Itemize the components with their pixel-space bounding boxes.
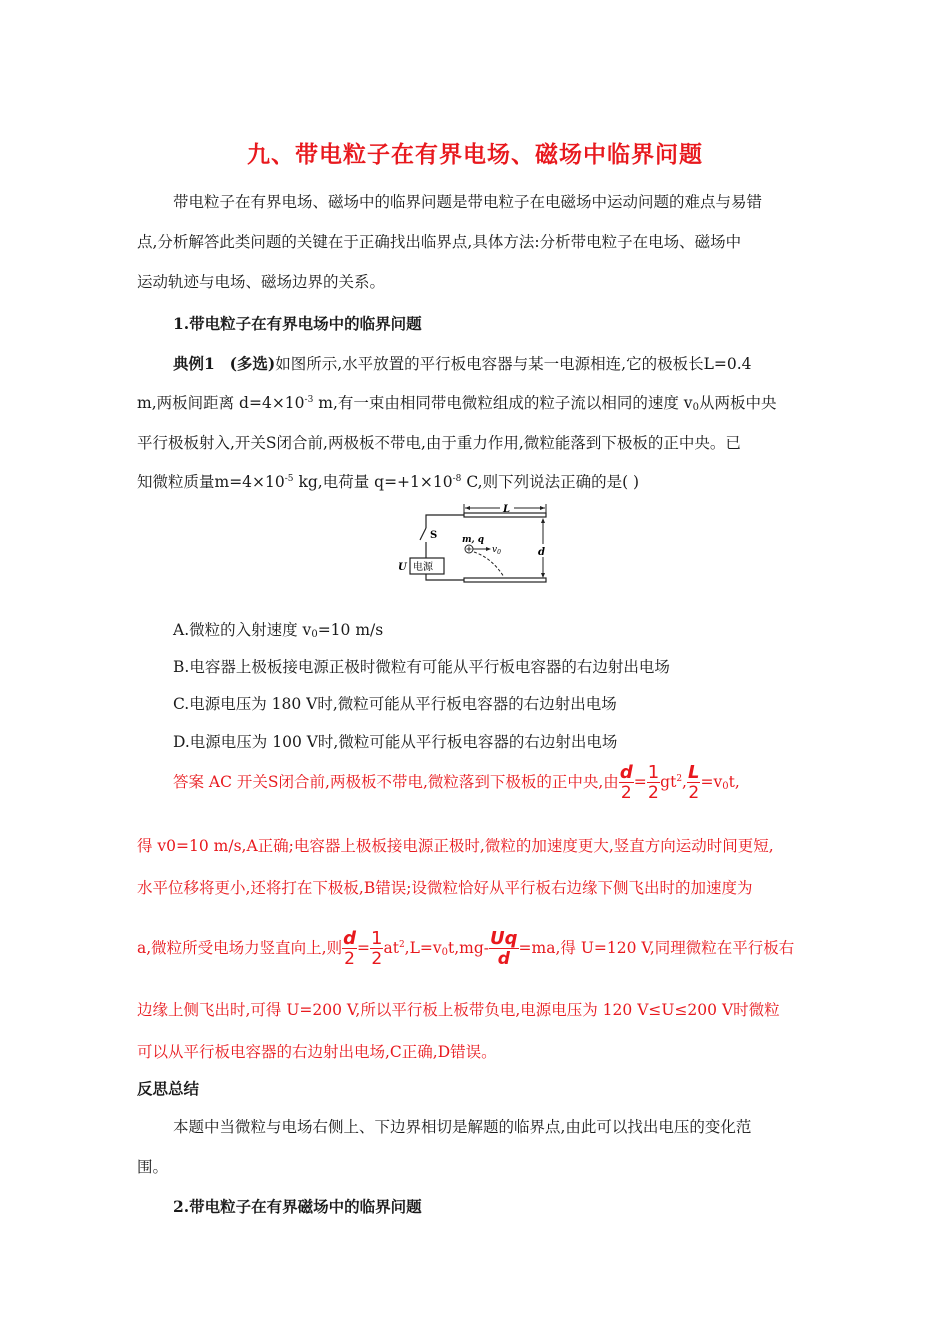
fraction-uq-over-d: $\frac{Uq}{d}$ bbox=[490, 928, 518, 969]
lower-plate bbox=[464, 578, 546, 582]
gap-label: d bbox=[538, 547, 545, 558]
velocity-symbol: v bbox=[492, 545, 498, 555]
arrow-head bbox=[540, 506, 545, 510]
wire-top bbox=[426, 515, 464, 528]
arrow-head bbox=[465, 506, 470, 510]
option-d: D.电源电压为 100 V时,微粒可能从平行板电容器的右边射出电场 bbox=[173, 733, 618, 751]
answer-line-5: 边缘上侧飞出时,可得 U=200 V,所以平行板上板带负电,电源电压为 120 V≤U≤200 V时微粒 bbox=[137, 1001, 780, 1019]
example-text-4a: 知微粒质量m=4×10 bbox=[137, 473, 285, 491]
fraction-one-half: $\frac{1}{2}$ bbox=[371, 928, 383, 969]
example-text-1: 如图所示,水平放置的平行板电容器与某一电源相连,它的极板长L=0.4 bbox=[275, 355, 752, 373]
answer-text: a,微粒所受电场力竖直向上,则 bbox=[137, 939, 343, 957]
voltage-label: U bbox=[398, 562, 407, 573]
answer-line-2: 得 v0=10 m/s,A正确;电容器上极板接电源正极时,微粒的加速度更大,竖直方向运动时间更短, bbox=[137, 837, 774, 855]
section-2-heading: 2.带电粒子在有界磁场中的临界问题 bbox=[173, 1197, 422, 1216]
option-a bbox=[173, 618, 383, 640]
example-line-3: 平行极板射入,开关S闭合前,两极板不带电,由于重力作用,微粒能落到下极板的正中央。已 bbox=[137, 434, 741, 452]
velocity-label bbox=[492, 545, 501, 556]
fraction-d-over-2: $\frac{d}{2}$ bbox=[619, 762, 633, 803]
answer-text: 答案 AC 开关S闭合前,两极板不带电,微粒落到下极板的正中央,由 bbox=[173, 773, 619, 791]
fraction-one-half: $\frac{1}{2}$ bbox=[647, 762, 660, 803]
example-tag: (多选) bbox=[229, 354, 276, 373]
example-line-1 bbox=[173, 352, 752, 374]
intro-line-3: 运动轨迹与电场、磁场边界的关系。 bbox=[137, 273, 386, 291]
answer-line-6: 可以从平行板电容器的右边射出电场,C正确,D错误。 bbox=[137, 1043, 497, 1061]
reflection-heading: 反思总结 bbox=[137, 1079, 200, 1098]
example-text-2a: m,两板间距离 d=4×10 bbox=[137, 394, 305, 412]
exponent: 2 bbox=[398, 940, 405, 950]
capacitor-circuit-figure bbox=[390, 500, 560, 592]
example-line-4 bbox=[137, 470, 639, 492]
subscript: 0 bbox=[311, 629, 318, 640]
switch-label: S bbox=[430, 530, 438, 541]
arrow-head bbox=[486, 547, 491, 551]
arrow-head bbox=[541, 573, 545, 578]
length-label: L bbox=[503, 504, 511, 515]
fraction-d-over-2: $\frac{d}{2}$ bbox=[343, 928, 356, 969]
example-label: 典例1 bbox=[173, 354, 215, 373]
example-text-4c: C,则下列说法正确的是( ) bbox=[461, 473, 640, 491]
example-line-2 bbox=[137, 391, 776, 413]
intro-line-1: 带电粒子在有界电场、磁场中的临界问题是带电粒子在电磁场中运动问题的难点与易错 bbox=[173, 193, 763, 211]
subscript: 0 bbox=[692, 402, 699, 413]
power-source-label: 电源 bbox=[413, 562, 433, 573]
answer-line-1: 答案 AC 开关S闭合前,两极板不带电,微粒落到下极板的正中央,由 $\frac{d}{2}$ = $\frac{1}{2}$ $gt^2$, $\frac{L}{2}$ $=v_0t$, bbox=[173, 762, 740, 803]
option-a-text: A.微粒的入射速度 v bbox=[173, 621, 312, 639]
intro-line-2: 点,分析解答此类问题的关键在于正确找出临界点,具体方法:分析带电粒子在电场、磁场中 bbox=[137, 233, 742, 251]
example-text-2c: 从两板中央 bbox=[698, 394, 777, 412]
reflection-line-1: 本题中当微粒与电场右侧上、下边界相切是解题的临界点,由此可以找出电压的变化范 bbox=[173, 1118, 752, 1136]
section-1-heading: 1.带电粒子在有界电场中的临界问题 bbox=[173, 314, 422, 333]
reflection-line-2: 围。 bbox=[137, 1158, 169, 1176]
exponent: 2 bbox=[676, 774, 683, 784]
mass-charge-label: m, q bbox=[462, 535, 485, 545]
page-title: 九、带电粒子在有界电场、磁场中临界问题 bbox=[247, 142, 703, 168]
example-text-2b: m,有一束由相同带电微粒组成的粒子流以相同的速度 v bbox=[313, 394, 693, 412]
exponent: -3 bbox=[304, 395, 314, 405]
switch-blade bbox=[420, 528, 426, 540]
option-a-text-2: =10 m/s bbox=[317, 621, 384, 639]
answer-line-3: 水平位移将更小,还将打在下极板,B错误;设微粒恰好从平行板右边缘下侧飞出时的加速度为 bbox=[137, 879, 753, 897]
exponent: -5 bbox=[284, 474, 294, 484]
option-b: B.电容器上极板接电源正极时微粒有可能从平行板电容器的右边射出电场 bbox=[173, 658, 670, 676]
subscript: 0 bbox=[497, 549, 501, 556]
fraction-l-over-2: $\frac{L}{2}$ bbox=[687, 762, 700, 803]
wire-bottom bbox=[426, 574, 464, 580]
exponent: -8 bbox=[452, 474, 462, 484]
option-c: C.电源电压为 180 V时,微粒可能从平行板电容器的右边射出电场 bbox=[173, 695, 617, 713]
example-text-4b: kg,电荷量 q=+1×10 bbox=[293, 473, 453, 491]
arrow-head bbox=[541, 518, 545, 523]
answer-line-4: a,微粒所受电场力竖直向上,则 $\frac{d}{2}$ = $\frac{1}{2}$ $at^2,L=v_0t,mg-$ $\frac{Uq}{d}$ =ma,得 U=120 V,同理微粒在平行板右 bbox=[137, 928, 795, 969]
